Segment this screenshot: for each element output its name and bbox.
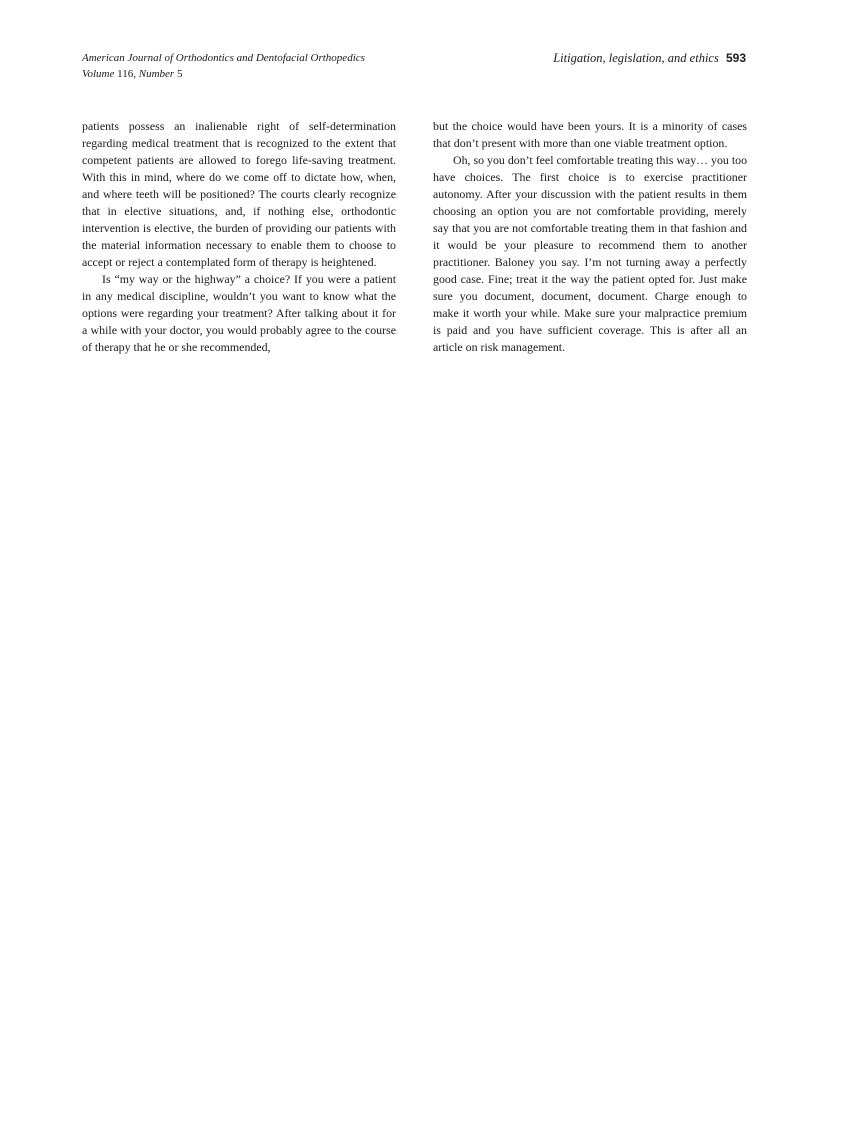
- volume-issue-line: [82, 66, 365, 82]
- right-column: [433, 118, 747, 356]
- section-header: [553, 50, 746, 66]
- section-title: Litigation, legislation, and ethics: [553, 51, 719, 65]
- number-label: Number: [138, 68, 175, 80]
- volume-number: 116,: [117, 68, 136, 80]
- paragraph: Oh, so you don’t feel comfortable treating this way… you too have choices. The first choice is to exercise practitioner autonomy. After your discussion with the patient results in them choosing an option you are not comfortable providing, merely say that you are not comfortable treating them in that fashion and it would be your pleasure to recommend them to another practitioner. Baloney you say. I’m not turning away a perfectly good case. Fine; treat it the way the patient opted for. Just make sure you document, document, document. Charge enough to make it worth your while. Make sure your malpractice premium is paid and you have sufficient coverage. This is after all an article on risk management.: [433, 153, 748, 354]
- journal-name: American Journal of Orthodontics and Dentofacial Orthopedics: [82, 52, 365, 64]
- paragraph: patients possess an inalienable right of self-determination regarding medical treatment that is recognized to the extent that competent patients are allowed to forego life-saving treatment. With this in mind, where do we come off to dictate how, when, and where teeth will be positioned? The courts clearly recognize that in elective situations, and, if nothing else, orthodontic intervention is elective, the burden of providing our patients with the material information necessary to enable them to choose to accept or reject a contemplated form of therapy is heightened.: [82, 119, 396, 269]
- paragraph: but the choice would have been yours. It is a minority of cases that don’t present with more than one viable treatment option.: [433, 119, 747, 150]
- running-head: [82, 50, 746, 84]
- page-number: 593: [725, 51, 746, 65]
- paragraph: Is “my way or the highway” a choice? If you were a patient in any medical discipline, wouldn’t you want to know what the options were regarding your treatment? After talking about it for a while with your doctor, you would probably agree to the course of therapy that he or she recommended,: [82, 272, 396, 354]
- volume-label: Volume: [82, 68, 115, 80]
- journal-citation: [82, 50, 365, 82]
- left-column: [82, 118, 396, 356]
- issue-number: 5: [176, 68, 183, 80]
